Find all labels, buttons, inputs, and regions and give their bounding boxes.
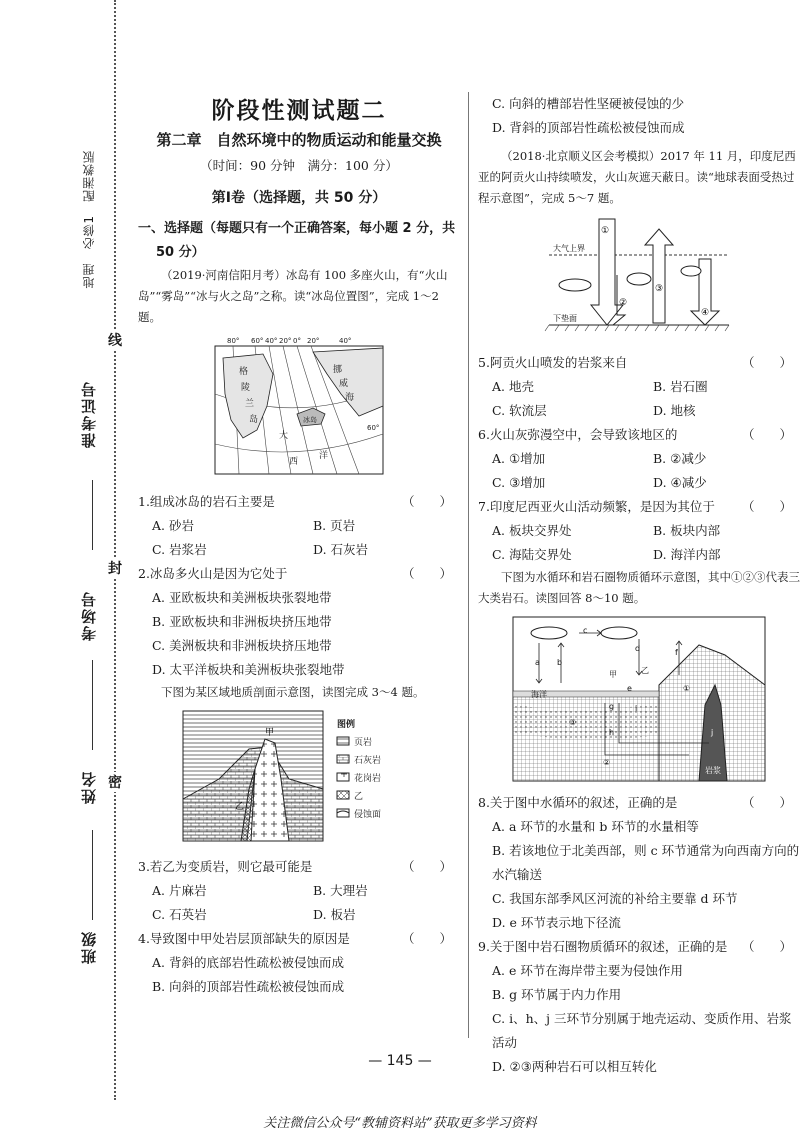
svg-text:陵: 陵 bbox=[241, 382, 251, 393]
svg-text:b: b bbox=[557, 658, 563, 667]
svg-text:大: 大 bbox=[279, 430, 289, 441]
chapter-title: 第二章 自然环境中的物质运动和能量交换 bbox=[156, 131, 442, 149]
option-4c: C. 向斜的槽部岩性坚硬被侵蚀的少 bbox=[492, 96, 685, 111]
question-4: 4.导致图中甲处岩层顶部缺失的原因是 （ ） bbox=[138, 930, 452, 946]
option-1d: D. 石灰岩 bbox=[313, 541, 369, 557]
footer-note: 关注微信公众号“教辅资料站”获取更多学习资料 bbox=[263, 1116, 537, 1131]
option-3c: C. 石英岩 bbox=[152, 906, 207, 922]
lon-label: 0° bbox=[293, 336, 301, 345]
mark-line: 线 bbox=[108, 330, 122, 350]
svg-text:①: ① bbox=[683, 684, 691, 693]
water-rock-cycle-figure bbox=[509, 615, 769, 785]
question-7: 7.印度尼西亚火山活动频繁，是因为其位于 （ ） bbox=[478, 499, 792, 514]
lon-label: 80° bbox=[227, 336, 240, 345]
svg-text:j: j bbox=[711, 728, 714, 737]
iceland-map bbox=[209, 334, 389, 484]
page-number: — 145 — bbox=[368, 1053, 432, 1069]
book-label: 地理 必修1 配湘教版 bbox=[82, 150, 96, 289]
svg-text:页岩: 页岩 bbox=[354, 737, 373, 748]
option-7b: B. 板块内部 bbox=[653, 523, 721, 538]
binding-margin bbox=[0, 0, 130, 1100]
svg-text:③: ③ bbox=[569, 718, 577, 727]
option-3b: B. 大理岩 bbox=[313, 882, 368, 898]
svg-text:h: h bbox=[609, 728, 615, 737]
option-9d: D. ②③两种岩石可以相互转化 bbox=[492, 1059, 657, 1074]
mark-seal: 封 bbox=[108, 558, 122, 578]
option-7a: A. 板块交界处 bbox=[492, 523, 572, 538]
option-9c: C. i、h、j 三环节分别属于地壳运动、变质作用、岩浆活动 bbox=[492, 1011, 792, 1050]
option-5c: C. 软流层 bbox=[492, 403, 547, 418]
option-2b: B. 亚欧板块和非洲板块挤压地带 bbox=[152, 613, 332, 629]
option-4a: A. 背斜的底部岩性疏松被侵蚀而成 bbox=[152, 954, 344, 970]
intro-3-4: 下图为某区域地质剖面示意图，读图完成 3～4 题。 bbox=[161, 684, 425, 699]
label-atmosphere-top: 大气上界 bbox=[553, 244, 585, 253]
lon-label: 60° bbox=[251, 336, 264, 345]
svg-text:f: f bbox=[675, 648, 678, 657]
mark-jia: 甲 bbox=[265, 727, 275, 738]
option-3a: A. 片麻岩 bbox=[152, 882, 207, 898]
option-6b: B. ②减少 bbox=[653, 451, 707, 466]
num-3: ③ bbox=[655, 284, 664, 294]
svg-text:海: 海 bbox=[345, 392, 355, 403]
page-title: 阶段性测试题二 bbox=[211, 98, 387, 124]
option-2a: A. 亚欧板块和美洲板块张裂地带 bbox=[152, 589, 332, 605]
left-column bbox=[138, 92, 460, 999]
svg-text:c: c bbox=[583, 626, 588, 635]
lon-label: 20° bbox=[279, 336, 292, 345]
legend-title: 图例 bbox=[337, 719, 356, 730]
svg-text:岛: 岛 bbox=[249, 414, 259, 425]
label-class: 班级 bbox=[80, 930, 98, 964]
option-5a: A. 地壳 bbox=[492, 379, 534, 394]
option-1b: B. 页岩 bbox=[313, 517, 356, 533]
option-4d: D. 背斜的顶部岩性疏松被侵蚀而成 bbox=[492, 120, 685, 135]
option-7d: D. 海洋内部 bbox=[653, 547, 721, 562]
mark-secret: 密 bbox=[108, 772, 122, 792]
option-1c: C. 岩浆岩 bbox=[152, 541, 207, 557]
option-8b: B. 若该地位于北美西部，则 c 环节通常为向西南方向的水汽输送 bbox=[492, 843, 800, 882]
lon-label: 40° bbox=[265, 336, 278, 345]
svg-text:花岗岩: 花岗岩 bbox=[354, 773, 382, 784]
lon-label: 20° bbox=[307, 336, 320, 345]
column-divider bbox=[468, 92, 469, 1038]
label-exam-number: 准考证号 bbox=[80, 380, 98, 448]
option-5b: B. 岩石圈 bbox=[653, 379, 708, 394]
option-9a: A. e 环节在海岸带主要为侵蚀作用 bbox=[492, 963, 683, 978]
svg-text:挪: 挪 bbox=[333, 364, 343, 375]
question-8: 8.关于图中水循环的叙述，正确的是 （ ） bbox=[478, 795, 792, 810]
label-ocean: 海洋 bbox=[531, 690, 547, 699]
option-7c: C. 海陆交界处 bbox=[492, 547, 572, 562]
num-2: ② bbox=[619, 298, 628, 308]
part-title: 第Ⅰ卷（选择题，共 50 分） bbox=[211, 189, 387, 206]
label-jia: 甲 bbox=[609, 670, 617, 679]
option-8c: C. 我国东部季风区河流的补给主要靠 d 环节 bbox=[492, 891, 738, 906]
right-column bbox=[478, 92, 800, 1079]
tear-line bbox=[114, 0, 116, 1100]
option-8a: A. a 环节的水量和 b 环节的水量相等 bbox=[492, 819, 699, 834]
question-2: 2.冰岛多火山是因为它处于 （ ） bbox=[138, 565, 452, 581]
svg-text:石灰岩: 石灰岩 bbox=[354, 755, 382, 766]
label-exam-room: 考场号 bbox=[80, 590, 98, 641]
label-surface: 下垫面 bbox=[553, 314, 577, 323]
section-heading-2: 50 分） bbox=[156, 244, 205, 260]
option-2d: D. 太平洋板块和美洲板块张裂地带 bbox=[152, 661, 345, 677]
svg-text:侵蚀面: 侵蚀面 bbox=[354, 809, 382, 820]
option-2c: C. 美洲板块和非洲板块挤压地带 bbox=[152, 637, 332, 653]
svg-text:冰岛: 冰岛 bbox=[303, 415, 317, 424]
question-5: 5.阿贡火山喷发的岩浆来自 （ ） bbox=[478, 355, 792, 370]
label-magma: 岩浆 bbox=[705, 766, 721, 775]
svg-text:格: 格 bbox=[239, 366, 249, 377]
mark-yi: 乙 bbox=[235, 801, 245, 812]
option-5d: D. 地核 bbox=[653, 403, 696, 418]
lat-label: 60° bbox=[367, 423, 380, 432]
option-9b: B. g 环节属于内力作用 bbox=[492, 987, 622, 1002]
lon-label: 40° bbox=[339, 336, 352, 345]
svg-text:洋: 洋 bbox=[319, 450, 329, 461]
option-6a: A. ①增加 bbox=[492, 451, 546, 466]
heating-process-figure bbox=[539, 215, 739, 345]
svg-text:i: i bbox=[635, 704, 638, 713]
intro-8-10: 下图为水循环和岩石圈物质循环示意图，其中①②③代表三大类岩石。读图回答 8～10 题。 bbox=[478, 570, 800, 605]
geologic-section-figure bbox=[179, 709, 419, 849]
intro-5-7: （2018·北京顺义区会考模拟）2017 年 11 月，印度尼西亚的阿贡火山持续喷发，火山灰遮天蔽日。读“地球表面受热过程示意图”，完成 5～7 题。 bbox=[478, 149, 796, 205]
svg-text:西: 西 bbox=[289, 456, 299, 467]
svg-text:威: 威 bbox=[339, 378, 349, 389]
question-3: 3.若乙为变质岩，则它最可能是 （ ） bbox=[138, 858, 452, 874]
question-1: 1.组成冰岛的岩石主要是 （ ） bbox=[138, 493, 452, 509]
option-6c: C. ③增加 bbox=[492, 475, 546, 490]
section-heading: 一、选择题（每题只有一个正确答案，每小题 2 分，共 bbox=[138, 220, 456, 236]
option-4b: B. 向斜的顶部岩性疏松被侵蚀而成 bbox=[152, 978, 345, 994]
svg-text:乙: 乙 bbox=[354, 791, 364, 802]
label-yi: 乙 bbox=[641, 666, 649, 675]
question-6: 6.火山灰弥漫空中，会导致该地区的 （ ） bbox=[478, 427, 792, 442]
option-3d: D. 板岩 bbox=[313, 906, 356, 922]
option-8d: D. e 环节表示地下径流 bbox=[492, 915, 621, 930]
num-4: ④ bbox=[701, 308, 710, 318]
question-9: 9.关于图中岩石圈物质循环的叙述，正确的是 （ ） bbox=[478, 939, 792, 954]
option-1a: A. 砂岩 bbox=[152, 517, 194, 533]
num-1: ① bbox=[601, 226, 610, 236]
svg-text:e: e bbox=[627, 684, 632, 693]
label-name: 姓名 bbox=[80, 770, 98, 804]
svg-text:a: a bbox=[535, 658, 540, 667]
option-6d: D. ④减少 bbox=[653, 475, 707, 490]
svg-text:②: ② bbox=[603, 758, 611, 767]
intro-1-2: （2019·河南信阳月考）冰岛有 100 多座火山，有“火山岛”“雾岛”“冰与火之岛”之称。读“冰岛位置图”，完成 1～2 题。 bbox=[138, 267, 448, 324]
time-score: （时间：90 分钟 满分：100 分） bbox=[200, 158, 398, 173]
svg-text:兰: 兰 bbox=[245, 398, 255, 409]
svg-text:d: d bbox=[635, 644, 641, 653]
svg-text:g: g bbox=[609, 702, 615, 711]
